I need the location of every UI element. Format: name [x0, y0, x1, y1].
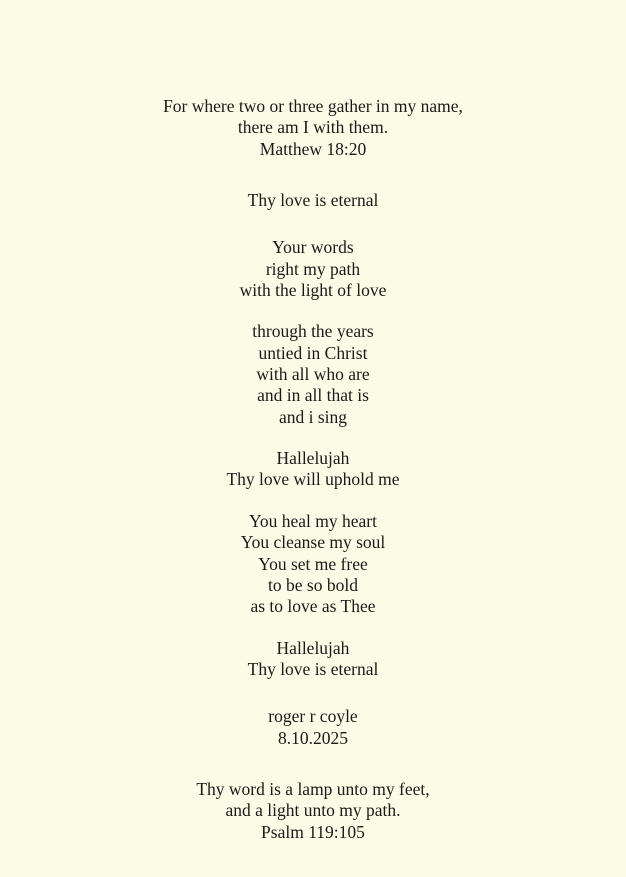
poem-line: Your words [272, 237, 354, 258]
poem-line: right my path [265, 258, 361, 279]
poem-line: through the years [252, 321, 374, 342]
author-name: roger r coyle [268, 706, 358, 727]
poem-line: Thy love will uphold me [226, 469, 400, 490]
poem-line: as to love as Thee [250, 596, 376, 617]
poem-line: Hallelujah [276, 448, 350, 469]
stanza-2 [252, 321, 374, 428]
poem-line: and in all that is [257, 385, 369, 406]
poem-line: and i sing [278, 406, 348, 427]
epigraph-psalm [196, 779, 429, 843]
poem-line: with all who are [256, 364, 370, 385]
poem-title [248, 190, 379, 211]
stanza-4 [241, 511, 386, 618]
poem-line: You cleanse my soul [240, 532, 386, 553]
stanza-1 [240, 237, 387, 301]
stanza-5 [248, 638, 379, 681]
poem-line: to be so bold [268, 574, 358, 595]
poem-line: Hallelujah [276, 637, 350, 658]
verse-line: and a light unto my path. [225, 800, 401, 821]
signature [268, 706, 357, 749]
verse-line: Thy word is a lamp unto my feet, [196, 778, 430, 799]
poem-line: Thy love is eternal [247, 658, 379, 679]
poem-line: You heal my heart [248, 510, 377, 531]
epigraph-matthew [163, 96, 463, 160]
poem-line: You set me free [258, 553, 368, 574]
verse-line: there am I with them. [237, 117, 389, 138]
verse-reference: Psalm 119:105 [261, 821, 365, 842]
verse-reference: Matthew 18:20 [259, 138, 367, 159]
poem-title-text: Thy love is eternal [247, 190, 379, 211]
stanza-3 [226, 448, 399, 491]
poem-line: untied in Christ [258, 342, 368, 363]
poem-line: with the light of love [239, 280, 387, 301]
date-text: 8.10.2025 [278, 727, 348, 748]
verse-line: For where two or three gather in my name, [163, 96, 463, 116]
